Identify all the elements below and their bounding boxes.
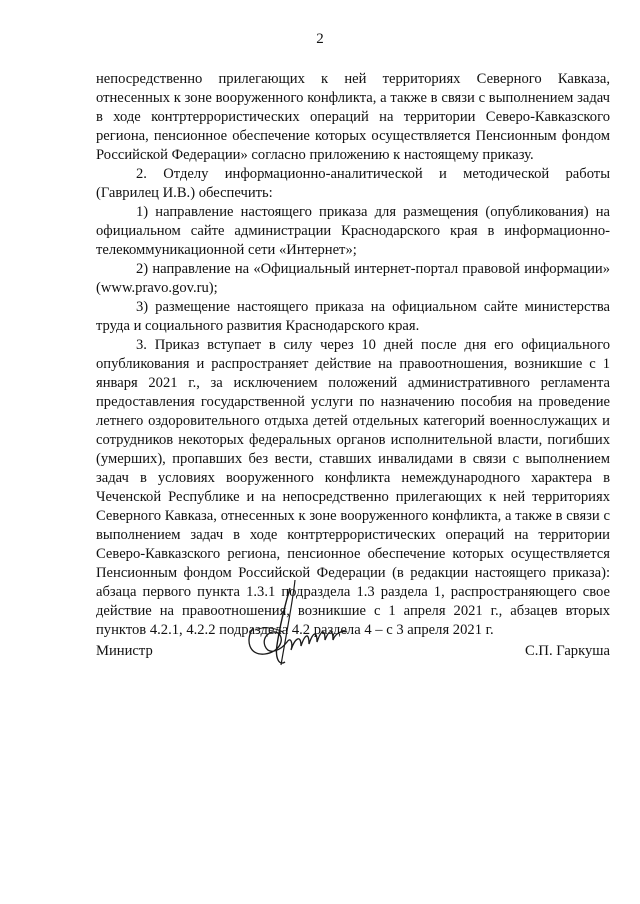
paragraph-item-2: 2. Отделу информационно-аналитической и методической работы (Гаврилец И.В.) обеспечить: [96, 166, 610, 201]
paragraph-item-3: 3. Приказ вступает в силу через 10 дней после дня его официального опубликования и распространяет действие на правоотношения, возникшие с 1 января 2021 г., за исключением положений административного регламента предоставления государственной услуги по назначению пособия на проведение летнего оздоровительного отдыха детей отдельных категорий военнослужащих и сотрудников некоторых федеральных органов исполнительной власти, погибших (умерших), пропавших без вести, ставших инвалидами в связи с выполнением задач в условиях вооруженного конфликта немеждународного характера в Чеченской Республике и на непосредственно прилегающих к ней территориях Северного Кавказа, отнесенных к зоне вооруженного конфликта, а также в связи с выполнением задач в ходе контртеррористических операций на территории Северо-Кавказского региона, пенсионное обеспечение которых осуществляется Пенсионным фондом Российской Федерации (в редакции настоящего приказа): абзаца первого пункта 1.3.1 подраздела 1.3 раздела 1, распространяющего свое действие на правоотношения, возникшие с 1 апреля 2021 г., абзацев вторых пунктов 4.2.1, 4.2.2 подраздела 4.2 раздела 4 – с 3 апреля 2021 г. [96, 337, 610, 638]
handwritten-signature [235, 570, 365, 680]
paragraph-subitem-2: 2) направление на «Официальный интернет-портал правовой информации» (www.pravo.gov.ru); [96, 261, 610, 296]
page-number: 2 [316, 31, 324, 47]
signature-block [96, 642, 610, 662]
paragraph-continuation: непосредственно прилегающих к ней территориях Северного Кавказа, отнесенных к зоне вооруженного конфликта, а также в связи с выполнением задач в ходе контртеррористических операций на территории Северо-Кавказского региона, пенсионное обеспечение которых осуществляется Пенсионным фондом Российской Федерации» согласно приложению к настоящему приказу. [96, 71, 610, 163]
document-body [96, 70, 610, 640]
signatory-name: С.П. Гаркуша [525, 643, 610, 659]
paragraph-subitem-3: 3) размещение настоящего приказа на официальном сайте министерства труда и социального развития Краснодарского края. [96, 299, 610, 334]
paragraph-subitem-1: 1) направление настоящего приказа для размещения (опубликования) на официальном сайте администрации Краснодарского края в информационно-телекоммуникационной сети «Интернет»; [96, 204, 610, 258]
signatory-position: Министр [96, 643, 153, 659]
